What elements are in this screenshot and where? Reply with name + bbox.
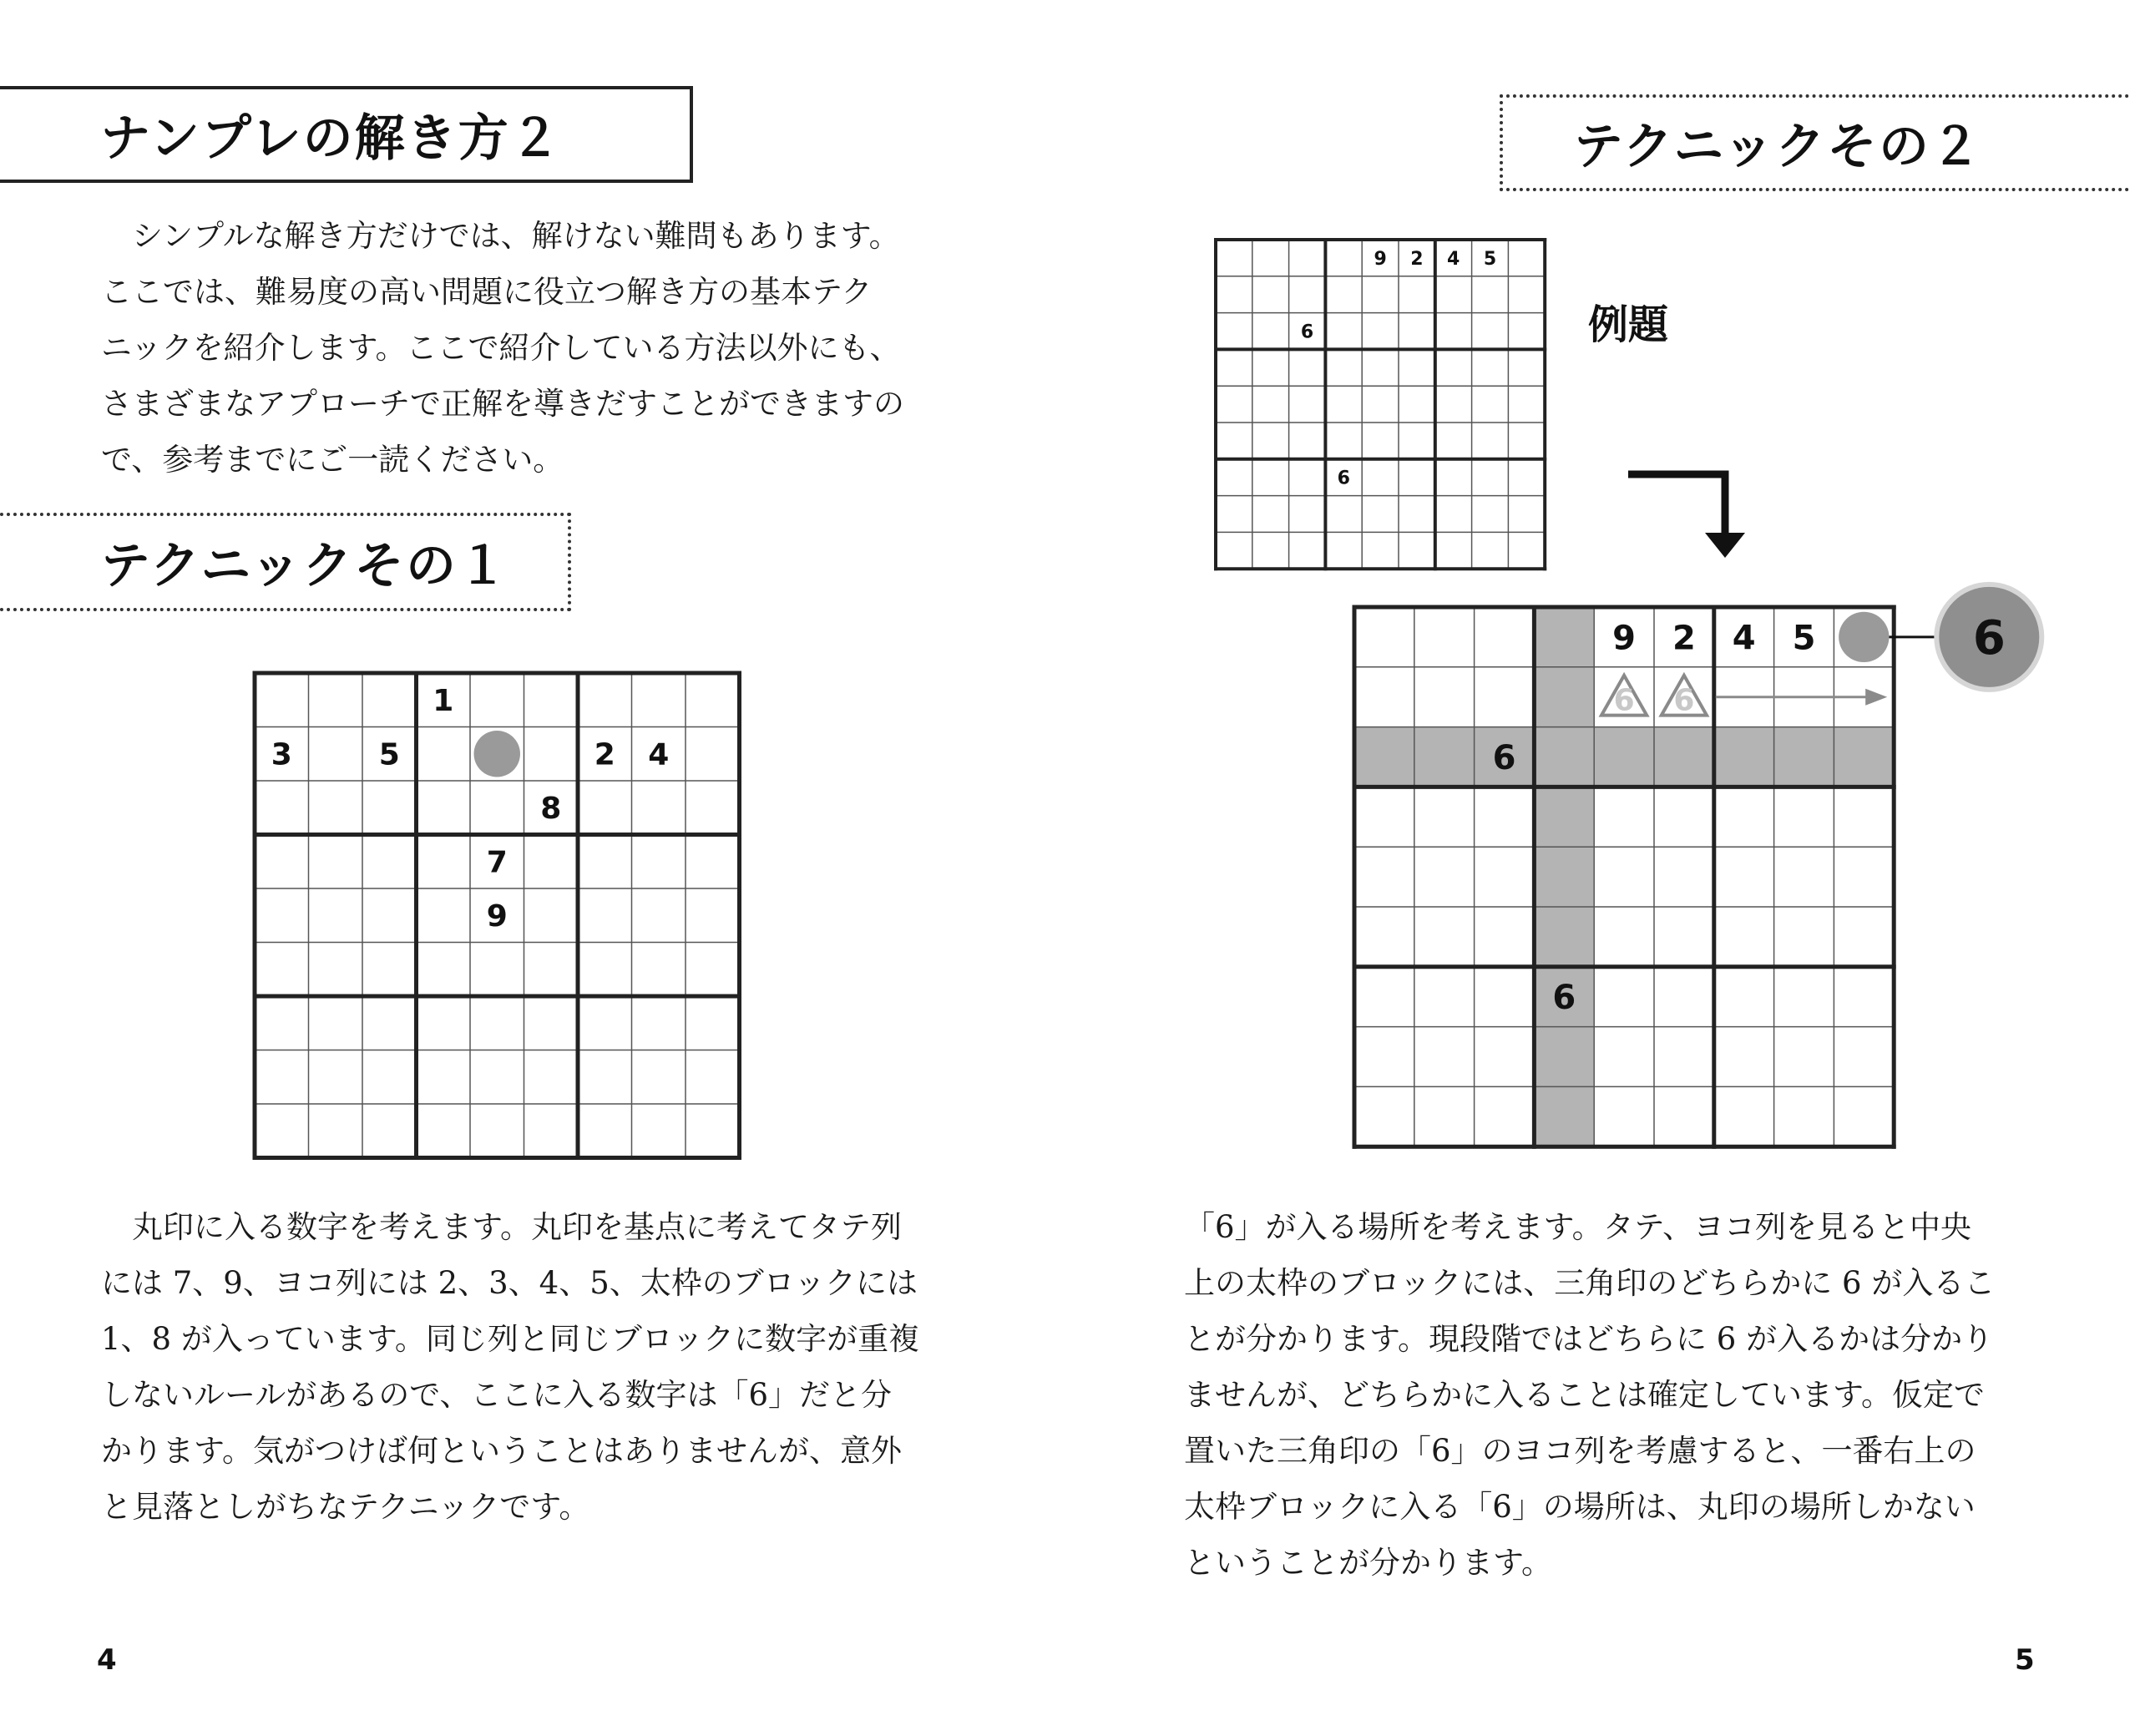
text-line: 1、8 が入っています。同じ列と同じブロックに数字が重複 [101, 1321, 920, 1357]
text-line: ニックを紹介します。ここで紹介している方法以外にも、 [101, 330, 901, 366]
text-line: ということが分かります。 [1184, 1545, 1553, 1581]
heading-main [0, 86, 693, 183]
text-line: しないルールがあるので、ここに入る数字は「6」だと分 [101, 1377, 893, 1413]
text-line: 置いた三角印の「6」のヨコ列を考慮すると、一番右上の [1184, 1433, 1976, 1469]
triangle-candidate-digit: 6 [1673, 683, 1695, 718]
given-digit: 6 [1552, 979, 1576, 1018]
arrow-down-icon [1625, 468, 1775, 568]
circle-mark [474, 731, 520, 777]
page-number-right: 5 [2015, 1643, 2035, 1677]
arrow-shaft [1628, 474, 1725, 534]
text-line: ませんが、どちらかに入ることは確定しています。仮定で [1184, 1377, 1986, 1413]
intro-paragraph [101, 208, 904, 488]
example-label: 例題 [1588, 301, 1669, 348]
given-digit: 9 [1612, 619, 1637, 658]
text-line: とが分かります。現段階ではどちらに 6 が入るかは分かり [1184, 1321, 1994, 1357]
given-digit: 3 [271, 737, 292, 772]
given-digit: 5 [378, 737, 400, 772]
given-digit: 4 [648, 737, 670, 772]
heading-technique-2-text: テクニックその２ [1573, 118, 1982, 176]
heading-technique-1-text: テクニックその１ [100, 537, 509, 595]
given-digit: 4 [1447, 248, 1460, 270]
heading-technique-2 [1500, 94, 2130, 191]
given-digit: 2 [594, 737, 615, 772]
grid-body [1214, 238, 1546, 570]
text-line: 上の太枠のブロックには、三角印のどちらかに 6 が入るこ [1184, 1265, 1996, 1301]
text-line: シンプルな解き方だけでは、解けない難問もあります。 [101, 218, 900, 254]
grid-body [1353, 605, 1896, 1149]
given-digit: 1 [433, 684, 454, 719]
given-digit: 8 [540, 792, 562, 827]
heading-main-text: ナンプレの解き方２ [100, 109, 562, 168]
given-digit: 2 [1410, 248, 1424, 270]
given-digit: 5 [1483, 248, 1497, 270]
callout-digit: 6 [1972, 610, 2006, 666]
triangle-candidate-digit: 6 [1613, 683, 1635, 718]
given-digit: 9 [486, 899, 508, 934]
text-line: で、参考までにご一読ください。 [101, 442, 564, 478]
text-line: ここでは、難易度の高い問題に役立つ解き方の基本テク [101, 274, 873, 310]
given-digit: 9 [1374, 248, 1387, 270]
text-line: さまざまなアプローチで正解を導きだすことができますの [101, 386, 904, 422]
text-line: には 7、9、ヨコ列には 2、3、4、5、太枠のブロックには [101, 1265, 918, 1301]
given-digit: 2 [1672, 619, 1696, 658]
text-line: と見落としがちなテクニックです。 [101, 1489, 590, 1525]
given-digit: 6 [1300, 321, 1314, 343]
technique-2-explanation [1184, 1199, 1995, 1591]
given-digit: 7 [486, 845, 508, 880]
sudoku-grid-example-small [1214, 238, 1546, 570]
sudoku-grid-example-large [1352, 605, 2006, 1156]
heading-technique-1 [0, 513, 571, 611]
given-digit: 4 [1732, 619, 1756, 658]
sudoku-grid-example-1 [252, 671, 741, 1160]
circle-mark [1839, 612, 1889, 662]
text-line: 「6」が入る場所を考えます。タテ、ヨコ列を見ると中央 [1184, 1209, 1971, 1245]
given-digit: 5 [1792, 619, 1816, 658]
given-digit: 6 [1492, 738, 1516, 777]
grid-background [1216, 240, 1545, 569]
right-page [1065, 0, 2130, 1736]
page-number-left: 4 [97, 1643, 117, 1677]
given-digit: 6 [1337, 468, 1350, 489]
shaded-column [1534, 607, 1594, 1146]
text-line: かります。気がつけば何ということはありませんが、意外 [101, 1433, 903, 1469]
grid-body [253, 671, 742, 1161]
text-line: 丸印に入る数字を考えます。丸印を基点に考えてタテ列 [101, 1209, 903, 1245]
arrow-head [1705, 533, 1745, 558]
text-line: 太枠ブロックに入る「6」の場所は、丸印の場所しかない [1184, 1489, 1976, 1525]
shaded-row [1354, 727, 1894, 787]
technique-1-explanation [101, 1199, 919, 1535]
